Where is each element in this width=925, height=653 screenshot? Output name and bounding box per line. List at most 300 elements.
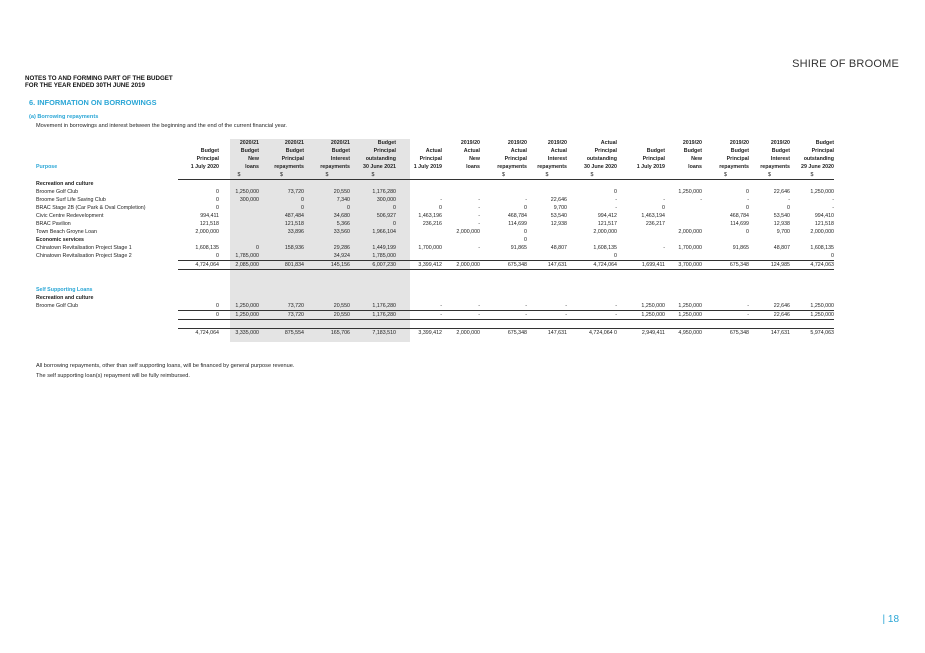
value-cell: - xyxy=(478,205,480,211)
value-cell xyxy=(259,320,304,329)
category-row xyxy=(36,294,834,302)
value-cell xyxy=(480,286,527,294)
purpose-cell: Town Beach Groyne Loan xyxy=(36,229,97,235)
value-cell: 34,680 xyxy=(333,213,350,219)
unit-cell xyxy=(36,171,178,180)
value-cell xyxy=(219,320,259,329)
column-header-cell: Principal xyxy=(281,156,304,162)
value-cell xyxy=(350,286,396,294)
column-header-cell: Principal xyxy=(373,148,396,154)
table-row xyxy=(36,228,834,236)
value-cell xyxy=(219,204,259,212)
table-header-row xyxy=(36,147,834,155)
column-header-cell: Budget xyxy=(377,140,396,146)
purpose-cell: Economic services xyxy=(36,237,84,243)
value-cell: 5,366 xyxy=(336,221,350,227)
value-cell: 73,720 xyxy=(259,311,304,320)
value-cell: 0 xyxy=(524,205,527,211)
value-cell xyxy=(665,252,702,261)
value-cell: 675,348 xyxy=(480,261,527,270)
value-cell: - xyxy=(478,197,480,203)
value-cell xyxy=(396,228,442,236)
column-header-cell xyxy=(178,139,219,147)
value-cell xyxy=(665,220,702,228)
column-header-cell: 30 June 2020 xyxy=(584,164,617,170)
spacer-row xyxy=(36,320,834,329)
value-cell: 7,340 xyxy=(336,197,350,203)
value-cell xyxy=(219,236,259,244)
section-title: 6. INFORMATION ON BORROWINGS xyxy=(29,98,157,107)
value-cell: - xyxy=(700,197,702,203)
unit-cell: $ xyxy=(567,171,617,180)
value-cell: 0 xyxy=(301,205,304,211)
unit-cell xyxy=(442,171,480,180)
value-cell: 20,550 xyxy=(304,311,350,320)
column-header-cell: Budget xyxy=(285,148,304,154)
value-cell xyxy=(617,180,665,189)
column-header-cell: Principal xyxy=(504,156,527,162)
value-cell xyxy=(749,278,790,286)
value-cell xyxy=(702,252,749,261)
value-cell xyxy=(527,320,567,329)
section-description: Movement in borrowings and interest between the beginning and the end of the current financial year. xyxy=(36,123,287,129)
value-cell: 20,550 xyxy=(333,303,350,309)
value-cell: 0 xyxy=(662,205,665,211)
unit-cell: $ xyxy=(480,171,527,180)
value-cell: 675,348 xyxy=(702,261,749,270)
value-cell: 91,865 xyxy=(510,245,527,251)
value-cell xyxy=(259,278,304,286)
value-cell xyxy=(702,294,749,302)
value-cell: 22,646 xyxy=(550,197,567,203)
column-header-cell: 2020/21 xyxy=(330,140,350,146)
purpose-header-cell xyxy=(36,147,178,155)
value-cell xyxy=(396,270,442,279)
value-cell: 0 xyxy=(831,253,834,259)
value-cell xyxy=(304,180,350,189)
value-cell: 73,720 xyxy=(287,303,304,309)
purpose-cell: Self Supporting Loans xyxy=(36,287,93,293)
value-cell xyxy=(665,320,702,329)
value-cell: 236,216 xyxy=(422,221,442,227)
value-cell: 33,896 xyxy=(287,229,304,235)
value-cell xyxy=(665,180,702,189)
column-header-cell: Principal xyxy=(811,148,834,154)
value-cell: - xyxy=(525,303,527,309)
purpose-cell: BRAC Pavilion xyxy=(36,221,71,227)
value-cell xyxy=(665,204,702,212)
value-cell: - xyxy=(747,303,749,309)
value-cell: 994,410 xyxy=(814,213,834,219)
column-header-cell: 2019/20 xyxy=(729,140,749,146)
column-header-cell: 1 July 2020 xyxy=(190,164,219,170)
value-cell xyxy=(749,320,790,329)
table-header-row xyxy=(36,155,834,163)
value-cell: 0 xyxy=(746,205,749,211)
value-cell: 2,000,000 xyxy=(442,329,480,338)
table-header-row xyxy=(36,163,834,171)
unit-cell xyxy=(396,171,442,180)
column-header-cell: 2019/20 xyxy=(460,140,480,146)
value-cell xyxy=(259,236,304,244)
value-cell xyxy=(178,270,219,279)
value-cell: 124,985 xyxy=(749,261,790,270)
value-cell xyxy=(304,320,350,329)
value-cell: 22,646 xyxy=(773,189,790,195)
value-cell xyxy=(219,286,259,294)
value-cell xyxy=(219,294,259,302)
value-cell: 506,927 xyxy=(376,213,396,219)
value-cell: 0 xyxy=(524,229,527,235)
value-cell: 994,412 xyxy=(597,213,617,219)
value-cell xyxy=(567,294,617,302)
value-cell xyxy=(396,294,442,302)
unit-cell: $ xyxy=(749,171,790,180)
value-cell xyxy=(665,270,702,279)
value-cell: 1,608,135 xyxy=(195,245,219,251)
value-cell xyxy=(665,236,702,244)
value-cell xyxy=(527,188,567,196)
unit-cell xyxy=(617,171,665,180)
column-header-cell: Principal xyxy=(594,148,617,154)
table-row xyxy=(36,220,834,228)
purpose-cell xyxy=(36,270,178,279)
value-cell xyxy=(790,294,834,302)
purpose-cell xyxy=(36,320,178,329)
purpose-header-cell xyxy=(36,155,178,163)
notes-heading-line-2: FOR THE YEAR ENDED 30TH JUNE 2019 xyxy=(25,82,145,89)
purpose-header-cell xyxy=(36,139,178,147)
column-header-cell: Interest xyxy=(547,156,567,162)
value-cell xyxy=(665,212,702,220)
value-cell xyxy=(259,180,304,189)
column-header-cell: Actual xyxy=(510,148,527,154)
value-cell xyxy=(219,212,259,220)
value-cell: 1,250,000 xyxy=(665,311,702,320)
value-cell: 114,699 xyxy=(508,221,527,227)
column-header-cell: repayments xyxy=(537,164,567,170)
column-header-cell: 29 June 2020 xyxy=(801,164,834,170)
value-cell: 0 xyxy=(439,205,442,211)
value-cell: 1,463,196 xyxy=(418,213,442,219)
value-cell xyxy=(790,270,834,279)
value-cell: 3,700,000 xyxy=(665,261,702,270)
value-cell xyxy=(527,294,567,302)
value-cell xyxy=(480,270,527,279)
unit-cell: $ xyxy=(790,171,834,180)
value-cell xyxy=(442,320,480,329)
column-header-cell: 2019/20 xyxy=(682,140,702,146)
column-header-cell: New xyxy=(691,156,702,162)
purpose-cell: Civic Centre Redevelopment xyxy=(36,213,104,219)
value-cell xyxy=(350,278,396,286)
value-cell xyxy=(396,180,442,189)
value-cell xyxy=(749,252,790,261)
value-cell: 2,000,000 xyxy=(456,229,480,235)
value-cell: 875,554 xyxy=(259,329,304,338)
value-cell: - xyxy=(615,197,617,203)
value-cell: 675,348 xyxy=(702,329,749,338)
value-cell: 0 xyxy=(746,189,749,195)
value-cell xyxy=(665,294,702,302)
value-cell: 3,399,412 xyxy=(396,261,442,270)
value-cell: 12,938 xyxy=(773,221,790,227)
column-header-cell: 1 July 2019 xyxy=(636,164,665,170)
table-row xyxy=(36,244,834,252)
value-cell: 20,550 xyxy=(333,189,350,195)
purpose-cell: BRAC Stage 2B (Car Park & Oval Completion) xyxy=(36,205,146,211)
column-header-cell: 2019/20 xyxy=(507,140,527,146)
value-cell xyxy=(178,320,219,329)
value-cell xyxy=(480,278,527,286)
value-cell xyxy=(442,188,480,196)
purpose-cell xyxy=(36,261,178,270)
value-cell: 1,700,000 xyxy=(418,245,442,251)
value-cell xyxy=(790,278,834,286)
value-cell xyxy=(527,278,567,286)
column-header-cell: Budget xyxy=(331,148,350,154)
value-cell: 91,865 xyxy=(732,245,749,251)
value-cell: 1,785,000 xyxy=(235,253,259,259)
grand-total-row xyxy=(36,329,834,338)
table-row xyxy=(36,204,834,212)
value-cell xyxy=(219,228,259,236)
value-cell: - xyxy=(565,303,567,309)
value-cell: 1,176,280 xyxy=(372,303,396,309)
value-cell: 2,085,000 xyxy=(219,261,259,270)
value-cell: 1,608,135 xyxy=(810,245,834,251)
value-cell: 1,250,000 xyxy=(617,311,665,320)
column-header-cell: Budget xyxy=(240,148,259,154)
column-header-cell: Budget xyxy=(646,148,665,154)
value-cell: 1,250,000 xyxy=(235,303,259,309)
value-cell: 1,700,000 xyxy=(678,245,702,251)
value-cell: 22,646 xyxy=(773,303,790,309)
column-header-cell: Interest xyxy=(330,156,350,162)
column-header-cell: Budget xyxy=(683,148,702,154)
column-header-cell xyxy=(617,139,665,147)
value-cell: 0 xyxy=(216,189,219,195)
value-cell: - xyxy=(478,213,480,219)
column-header-cell: Budget xyxy=(730,148,749,154)
value-cell xyxy=(219,270,259,279)
table-row xyxy=(36,302,834,311)
value-cell: 53,540 xyxy=(773,213,790,219)
value-cell: 4,724,064 xyxy=(178,261,219,270)
value-cell xyxy=(304,270,350,279)
footnote-general-revenue: All borrowing repayments, other than self supporting loans, will be financed by general purpose revenue. xyxy=(36,363,295,369)
value-cell xyxy=(617,252,665,261)
value-cell xyxy=(527,270,567,279)
value-cell xyxy=(304,278,350,286)
value-cell: 0 xyxy=(216,303,219,309)
value-cell xyxy=(480,320,527,329)
value-cell: 1,449,199 xyxy=(372,245,396,251)
unit-cell: $ xyxy=(527,171,567,180)
column-header-cell: loans xyxy=(245,164,259,170)
value-cell xyxy=(350,270,396,279)
value-cell: 114,699 xyxy=(730,221,749,227)
value-cell: - xyxy=(478,221,480,227)
value-cell xyxy=(350,320,396,329)
value-cell xyxy=(617,278,665,286)
value-cell: 4,950,000 xyxy=(665,329,702,338)
value-cell: 22,646 xyxy=(749,311,790,320)
value-cell xyxy=(480,252,527,261)
value-cell xyxy=(567,270,617,279)
value-cell xyxy=(259,252,304,261)
value-cell xyxy=(702,320,749,329)
value-cell: 0 xyxy=(524,237,527,243)
value-cell: 1,250,000 xyxy=(678,303,702,309)
value-cell: - xyxy=(832,197,834,203)
subtotal-row xyxy=(36,311,834,320)
subtotal-row xyxy=(36,261,834,270)
value-cell: 468,784 xyxy=(507,213,527,219)
column-header-cell: repayments xyxy=(274,164,304,170)
spacer-row xyxy=(36,270,834,279)
value-cell: 236,217 xyxy=(645,221,665,227)
notes-heading-line-1: NOTES TO AND FORMING PART OF THE BUDGET xyxy=(25,75,173,82)
value-cell xyxy=(527,252,567,261)
value-cell: 2,000,000 xyxy=(593,229,617,235)
value-cell: 1,250,000 xyxy=(810,189,834,195)
value-cell: 53,540 xyxy=(550,213,567,219)
value-cell: 7,183,510 xyxy=(350,329,396,338)
value-cell xyxy=(749,270,790,279)
value-cell: - xyxy=(478,303,480,309)
value-cell xyxy=(304,286,350,294)
value-cell: 468,784 xyxy=(729,213,749,219)
value-cell xyxy=(665,278,702,286)
notes-heading xyxy=(25,75,173,89)
value-cell: 0 xyxy=(614,253,617,259)
column-header-cell: Actual xyxy=(425,148,442,154)
value-cell xyxy=(702,278,749,286)
value-cell: 147,631 xyxy=(527,261,567,270)
column-header-cell: Budget xyxy=(815,140,834,146)
value-cell: 2,000,000 xyxy=(810,229,834,235)
value-cell xyxy=(480,188,527,196)
value-cell: 801,834 xyxy=(259,261,304,270)
value-cell: 2,000,000 xyxy=(442,261,480,270)
value-cell: 2,000,000 xyxy=(678,229,702,235)
value-cell xyxy=(219,180,259,189)
value-cell: - xyxy=(442,311,480,320)
column-header-cell: Actual xyxy=(463,148,480,154)
value-cell xyxy=(480,180,527,189)
value-cell: 12,938 xyxy=(550,221,567,227)
footnote-self-supporting: The self supporting loan(s) repayment will be fully reimbursed. xyxy=(36,373,190,379)
value-cell xyxy=(567,286,617,294)
value-cell xyxy=(567,236,617,244)
unit-cell: $ xyxy=(219,171,259,180)
column-header-cell: Principal xyxy=(419,156,442,162)
column-header-cell: New xyxy=(248,156,259,162)
value-cell: 1,176,280 xyxy=(372,189,396,195)
value-cell: 0 xyxy=(216,205,219,211)
purpose-cell: Recreation and culture xyxy=(36,180,94,187)
value-cell xyxy=(178,294,219,302)
value-cell xyxy=(790,320,834,329)
unit-cell xyxy=(178,171,219,180)
value-cell xyxy=(702,180,749,189)
column-header-cell: Budget xyxy=(200,148,219,154)
value-cell: 1,250,000 xyxy=(219,311,259,320)
value-cell xyxy=(304,236,350,244)
value-cell: 1,250,000 xyxy=(790,311,834,320)
purpose-cell: Recreation and culture xyxy=(36,295,94,301)
value-cell: 29,286 xyxy=(333,245,350,251)
column-header-cell: 2019/20 xyxy=(547,140,567,146)
value-cell: - xyxy=(747,197,749,203)
value-cell: 1,785,000 xyxy=(372,253,396,259)
value-cell: 0 xyxy=(216,197,219,203)
value-cell: 5,974,063 xyxy=(790,329,834,338)
value-cell: 121,517 xyxy=(597,221,617,227)
unit-cell: $ xyxy=(350,171,396,180)
value-cell xyxy=(396,252,442,261)
value-cell: 2,000,000 xyxy=(195,229,219,235)
value-cell xyxy=(442,180,480,189)
column-header-cell: Actual xyxy=(600,140,617,146)
value-cell: 121,518 xyxy=(814,221,834,227)
column-header-cell: repayments xyxy=(760,164,790,170)
value-cell xyxy=(350,236,396,244)
column-header-cell: Budget xyxy=(771,148,790,154)
value-cell: 0 xyxy=(347,205,350,211)
value-cell: 145,156 xyxy=(304,261,350,270)
purpose-cell: Broome Golf Club xyxy=(36,303,79,310)
value-cell: 48,807 xyxy=(550,245,567,251)
purpose-cell: Broome Golf Club xyxy=(36,189,79,195)
value-cell xyxy=(749,180,790,189)
value-cell xyxy=(702,236,749,244)
value-cell: - xyxy=(615,205,617,211)
value-cell: 2,949,411 xyxy=(617,329,665,338)
value-cell: 0 xyxy=(216,253,219,259)
value-cell xyxy=(790,286,834,294)
value-cell: 4,724,064 xyxy=(567,261,617,270)
value-cell xyxy=(617,286,665,294)
value-cell xyxy=(790,236,834,244)
value-cell xyxy=(442,270,480,279)
value-cell xyxy=(442,278,480,286)
value-cell xyxy=(567,278,617,286)
value-cell: 1,250,000 xyxy=(641,303,665,309)
value-cell: 0 xyxy=(178,311,219,320)
value-cell xyxy=(259,294,304,302)
value-cell: 3,399,412 xyxy=(396,329,442,338)
purpose-cell: Chinatown Revitalisation Project Stage 2 xyxy=(36,253,132,260)
unit-cell xyxy=(665,171,702,180)
value-cell xyxy=(665,286,702,294)
value-cell: 33,560 xyxy=(333,229,350,235)
value-cell: 0 xyxy=(614,189,617,195)
value-cell: - xyxy=(663,245,665,251)
section-row xyxy=(36,286,834,294)
value-cell: - xyxy=(527,311,567,320)
value-cell xyxy=(442,286,480,294)
column-header-cell: Principal xyxy=(196,156,219,162)
value-cell xyxy=(219,220,259,228)
value-cell: 487,484 xyxy=(284,213,304,219)
value-cell: 1,250,000 xyxy=(810,303,834,309)
value-cell xyxy=(702,270,749,279)
column-header-cell: Principal xyxy=(642,156,665,162)
value-cell: 6,007,230 xyxy=(350,261,396,270)
value-cell: 1,966,104 xyxy=(372,229,396,235)
